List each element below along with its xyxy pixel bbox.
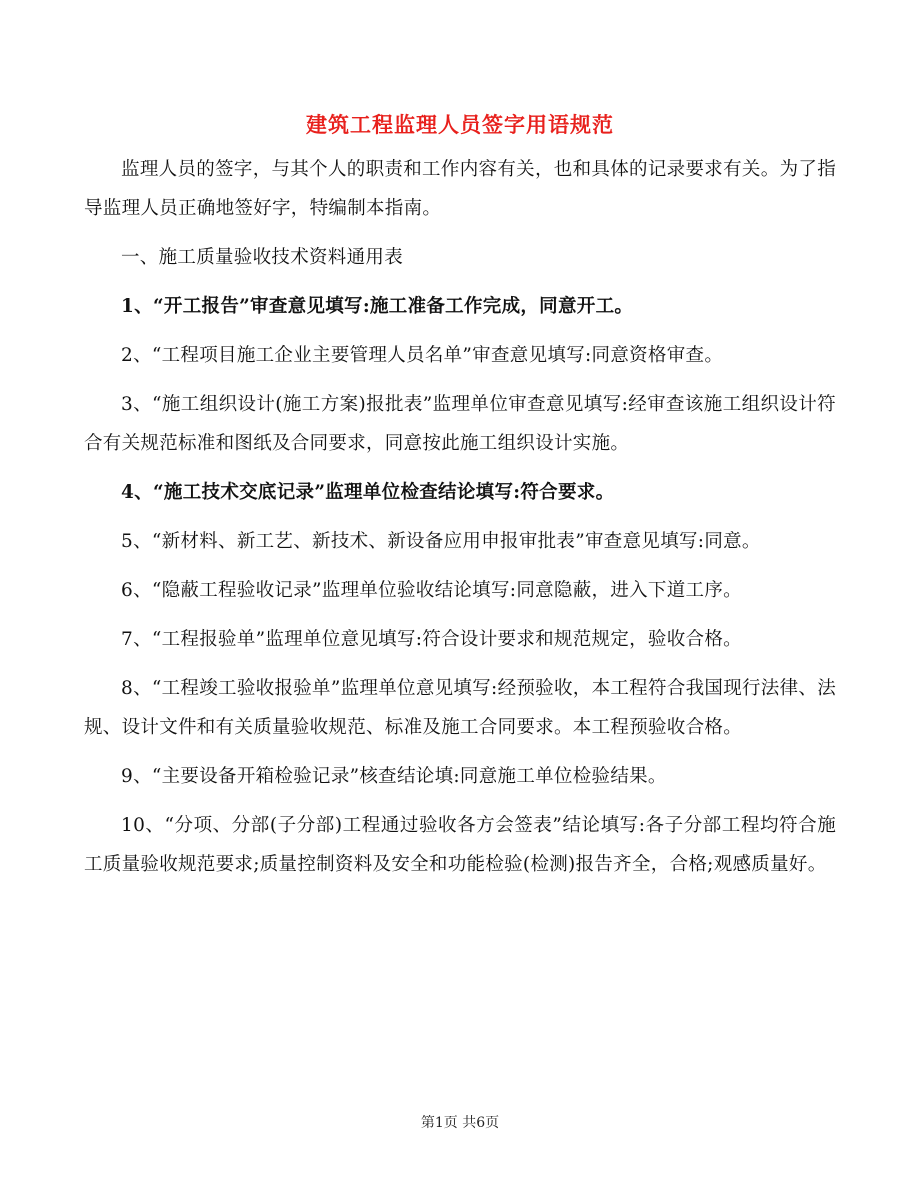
item-5-paragraph: 5、“新材料、新工艺、新技术、新设备应用申报审批表”审查意见填写:同意。 bbox=[121, 531, 761, 552]
page-footer: 第1页 共6页 bbox=[420, 1115, 500, 1131]
document-title: 建筑工程监理人员签字用语规范 bbox=[306, 112, 614, 137]
item-7-paragraph: 7、“工程报验单”监理单位意见填写:符合设计要求和规范规定，验收合格。 bbox=[121, 629, 742, 650]
item-4-paragraph: 4、“施工技术交底记录”监理单位检查结论填写:符合要求。 bbox=[121, 482, 615, 503]
item-3-paragraph: 3、“施工组织设计(施工方案)报批表”监理单位审查意见填写:经审查该施工组织设计符合有关规范标准和图纸及合同要求，同意按此施工组织设计实施。 bbox=[84, 394, 836, 454]
intro-paragraph: 监理人员的签字，与其个人的职责和工作内容有关，也和具体的记录要求有关。为了指导监理人员正确地签好字，特编制本指南。 bbox=[84, 159, 836, 219]
item-2-paragraph: 2、“工程项目施工企业主要管理人员名单”审查意见填写:同意资格审查。 bbox=[121, 345, 724, 366]
item-9-paragraph: 9、“主要设备开箱检验记录”核查结论填:同意施工单位检验结果。 bbox=[121, 766, 667, 787]
item-6-paragraph: 6、“隐蔽工程验收记录”监理单位验收结论填写:同意隐蔽，进入下道工序。 bbox=[121, 580, 742, 601]
item-8-paragraph: 8、“工程竣工验收报验单”监理单位意见填写:经预验收，本工程符合我国现行法律、法规、设计文件和有关质量验收规范、标准及施工合同要求。本工程预验收合格。 bbox=[84, 678, 836, 738]
section-heading: 一、施工质量验收技术资料通用表 bbox=[121, 247, 404, 268]
item-1-paragraph: 1、“开工报告”审查意见填写:施工准备工作完成，同意开工。 bbox=[121, 296, 634, 317]
document-body bbox=[84, 150, 836, 894]
item-10-paragraph: 10、“分项、分部(子分部)工程通过验收各方会签表”结论填写:各子分部工程均符合施工质量验收规范要求;质量控制资料及安全和功能检验(检测)报告齐全，合格;观感质量好。 bbox=[84, 815, 836, 875]
